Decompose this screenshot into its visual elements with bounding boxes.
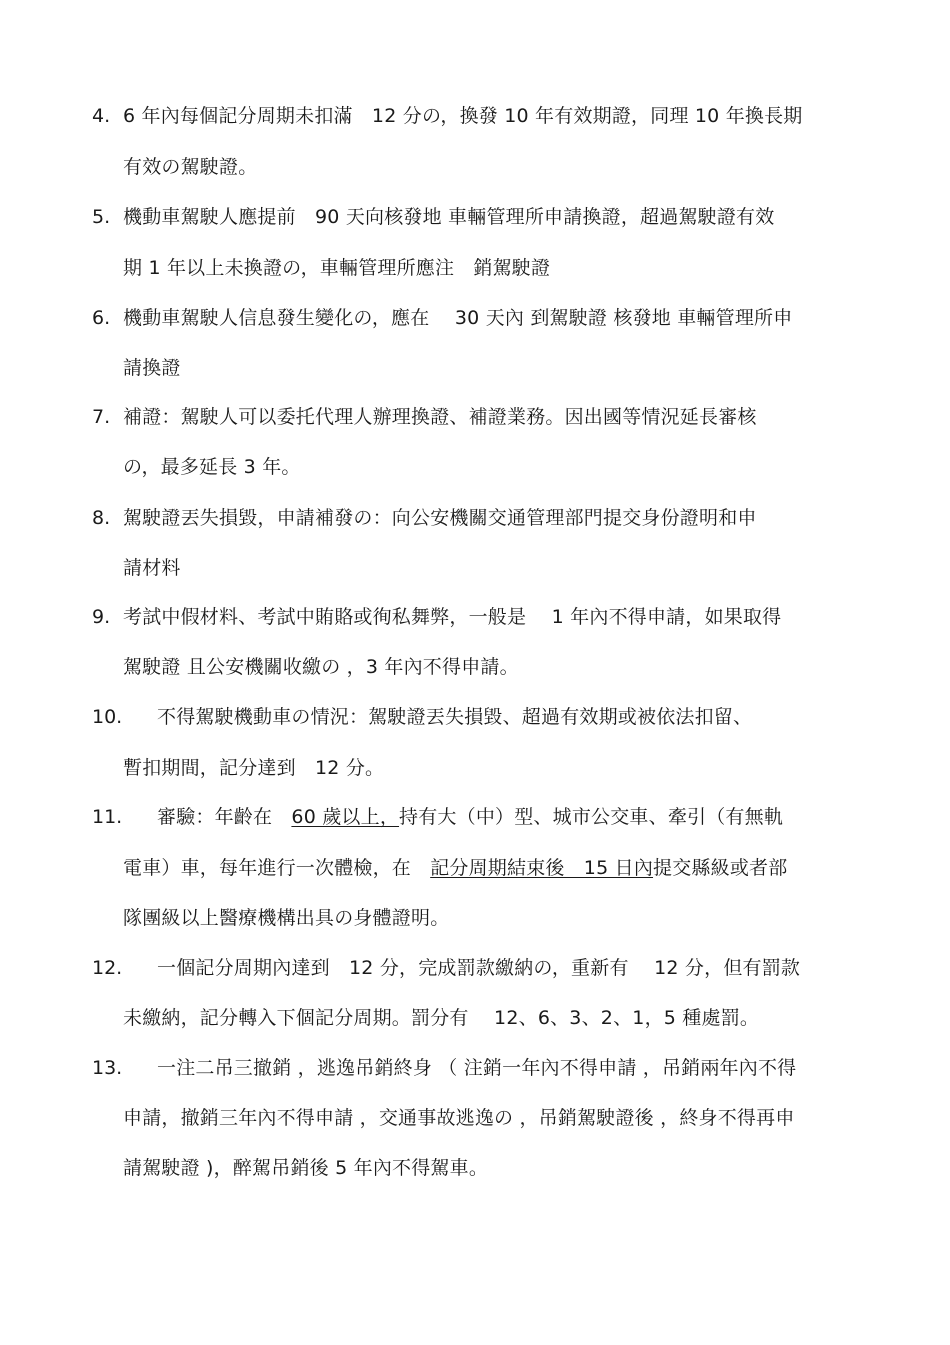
item-11-number: 11.: [92, 806, 123, 828]
item-11-line-1-b: 持有大（中）型、城市公交車、牽引（有無軌: [399, 806, 784, 828]
item-7-line-1: 補證：駕駛人可以委托代理人辦理換證、補證業務。因出國等情況延長審核: [123, 406, 757, 428]
item-7-line-2: の，最多延長 3 年。: [123, 456, 301, 478]
item-13-line-1: 一注二吊三撤銷 ，逃逸吊銷終身 （ 注銷一年內不得申請 ，吊銷兩年內不得: [157, 1057, 797, 1079]
item-7-number: 7.: [92, 406, 111, 428]
item-4-line-2: 有效の駕駛證。: [123, 156, 258, 178]
item-11-line-2: [123, 856, 787, 880]
item-8-line-1: 駕駛證丟失損毀，申請補發の：向公安機關交通管理部門提交身份證明和申: [123, 507, 757, 529]
item-11-line-1-a: 審驗：年齡在: [157, 806, 292, 828]
item-11-line-1: [157, 805, 783, 829]
item-6-line-2: 請換證: [123, 357, 181, 379]
item-13-line-3: 請駕駛證 )，醉駕吊銷後 5 年內不得駕車。: [123, 1157, 489, 1179]
item-11-line-3: 隊團級以上醫療機構出具の身體證明。: [123, 907, 450, 929]
item-5-number: 5.: [92, 206, 111, 228]
item-10-line-1: 不得駕駛機動車の情況：駕駛證丟失損毀、超過有效期或被依法扣留、: [157, 706, 753, 728]
item-4-line-1: 6 年內每個記分周期未扣滿 12 分の，換發 10 年有效期證，同理 10 年換長期: [123, 105, 803, 127]
item-13-number: 13.: [92, 1057, 123, 1079]
item-9-line-1: 考試中假材料、考試中賄賂或徇私舞弊，一般是 1 年內不得申請，如果取得: [123, 606, 782, 628]
item-8-number: 8.: [92, 507, 111, 529]
item-12-line-1: 一個記分周期內達到 12 分，完成罰款繳納の，重新有 12 分，但有罰款: [157, 957, 801, 979]
item-12-number: 12.: [92, 957, 123, 979]
item-11-age-underlined: 60 歲以上，: [291, 806, 400, 828]
item-8-line-2: 請材料: [123, 557, 181, 579]
item-12-line-2: 未繳納，記分轉入下個記分周期。罰分有 12、6、3、2、1，5 種處罰。: [123, 1007, 760, 1029]
item-4-number: 4.: [92, 105, 111, 127]
item-10-number: 10.: [92, 706, 123, 728]
item-5-line-1: 機動車駕駛人應提前 90 天向核發地 車輛管理所申請換證，超過駕駛證有效: [123, 206, 775, 228]
item-13-line-2: 申請，撤銷三年內不得申請 ，交通事故逃逸の ，吊銷駕駛證後 ，終身不得再申: [123, 1107, 795, 1129]
item-6-number: 6.: [92, 307, 111, 329]
item-10-line-2: 暫扣期間，記分達到 12 分。: [123, 757, 385, 779]
item-6-line-1: 機動車駕駛人信息發生變化の，應在 30 天內 到駕駛證 核發地 車輛管理所申: [123, 307, 793, 329]
item-5-line-2: 期 1 年以上未換證の，車輛管理所應注 銷駕駛證: [123, 257, 551, 279]
item-11-line-2-b: 提交縣級或者部: [653, 857, 788, 879]
item-11-line-2-a: 電車）車，每年進行一次體檢，在: [123, 857, 431, 879]
item-9-number: 9.: [92, 606, 111, 628]
item-9-line-2: 駕駛證 且公安機關收繳の ，3 年內不得申請。: [123, 656, 519, 678]
item-11-deadline-underlined: 記分周期結束後 15 日內: [430, 857, 654, 879]
